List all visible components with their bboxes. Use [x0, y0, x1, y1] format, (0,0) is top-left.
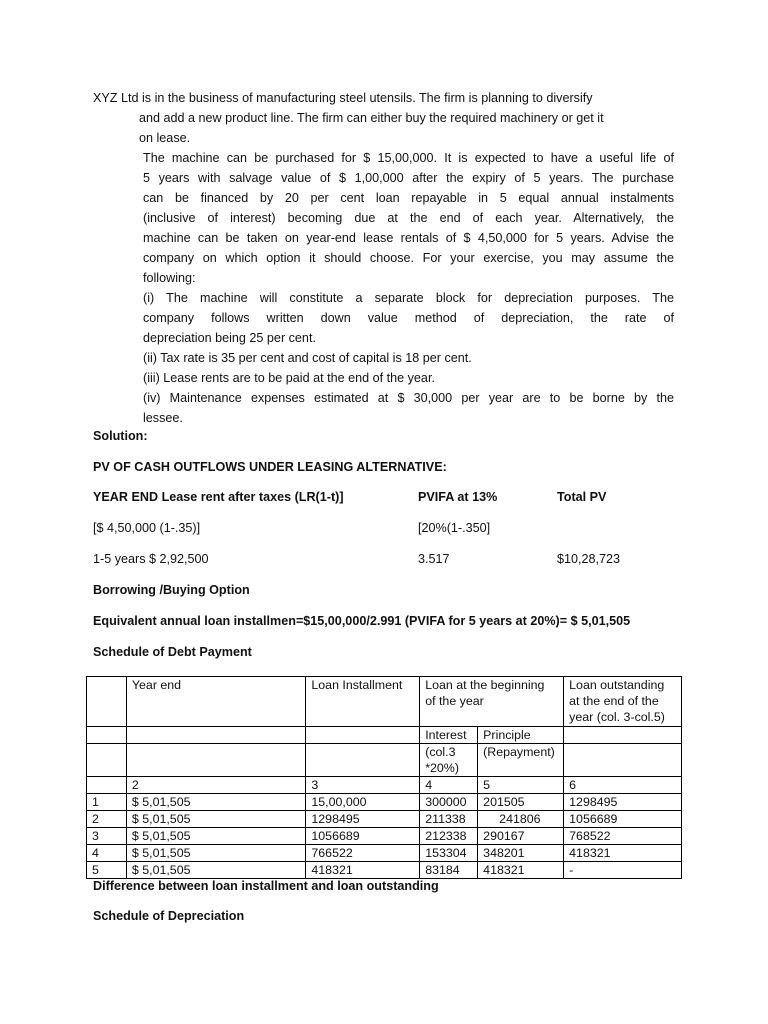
cell-principle: 5: [478, 777, 564, 794]
problem-detail-line-13: (iv) Maintenance expenses estimated at $ 30,000 per year are to be borne by the: [143, 391, 674, 405]
cell-year: 5: [87, 862, 127, 879]
problem-intro-line-3: on lease.: [139, 131, 191, 145]
cell-interest: 300000: [420, 794, 478, 811]
cell-year: 1: [87, 794, 127, 811]
cell-loan-beginning: 1056689: [306, 828, 420, 845]
cell-interest: 153304: [420, 845, 478, 862]
debt-schedule-heading: Schedule of Debt Payment: [93, 645, 252, 659]
problem-detail-line-6: company on which option it should choose. For your exercise, you may assume the: [143, 251, 674, 265]
lease-header-col1: YEAR END Lease rent after taxes (LR(1-t)]: [93, 490, 344, 504]
cell-loan-beginning: 3: [306, 777, 420, 794]
cell-interest: 83184: [420, 862, 478, 879]
col-head-interest-sub: (col.3 *20%): [420, 744, 478, 777]
problem-detail-line-14: lessee.: [143, 411, 183, 425]
cell-loan-beginning: 15,00,000: [306, 794, 420, 811]
cell-interest: 212338: [420, 828, 478, 845]
col-head-interest: Interest: [420, 727, 478, 744]
problem-intro-line-2: and add a new product line. The firm can either buy the required machinery or get it: [139, 111, 604, 125]
col-head-loan-beginning: Loan at the beginning of the year: [420, 677, 564, 727]
col-head-loan-outstanding: Loan outstanding at the end of the year (col. 3-col.5): [564, 677, 682, 727]
col-head-year-end: Year end: [126, 677, 305, 727]
col-head-principle-sub: (Repayment): [478, 744, 564, 777]
cell-outstanding: 1298495: [564, 794, 682, 811]
problem-detail-line-4: (inclusive of interest) becoming due at the end of each year. Alternatively, the: [143, 211, 674, 225]
cell-year: 2: [87, 811, 127, 828]
cell-year: [87, 777, 127, 794]
lease-header-col2: PVIFA at 13%: [418, 490, 498, 504]
equivalent-installment-line: Equivalent annual loan installmen=$15,00,000/2.991 (PVIFA for 5 years at 20%)= $ 5,01,505: [93, 614, 631, 628]
col-head-principle: Principle: [478, 727, 564, 744]
cell-outstanding: 6: [564, 777, 682, 794]
cell-interest: 4: [420, 777, 478, 794]
difference-note: Difference between loan installment and loan outstanding: [93, 879, 439, 893]
cell-principle: 290167: [478, 828, 564, 845]
table-row: [87, 845, 682, 862]
cell-loan-beginning: 1298495: [306, 811, 420, 828]
problem-detail-line-7: following:: [143, 271, 196, 285]
cell-interest: 211338: [420, 811, 478, 828]
cell-installment: $ 5,01,505: [126, 811, 305, 828]
depreciation-heading: Schedule of Depreciation: [93, 909, 245, 923]
problem-detail-line-2: 5 years with salvage value of $ 1,00,000 after the expiry of 5 years. The purchase: [143, 171, 674, 185]
cell-installment: $ 5,01,505: [126, 862, 305, 879]
cell-principle: 201505: [478, 794, 564, 811]
cell-year: 3: [87, 828, 127, 845]
lease-row1-col1: [$ 4,50,000 (1-.35)]: [93, 521, 201, 535]
cell-installment: 2: [126, 777, 305, 794]
lease-row2-col3: $10,28,723: [557, 552, 621, 566]
lease-header-col3: Total PV: [557, 490, 607, 504]
table-row: [87, 862, 682, 879]
cell-principle: 241806: [478, 811, 564, 828]
solution-heading: Solution:: [93, 429, 148, 443]
cell-installment: $ 5,01,505: [126, 794, 305, 811]
cell-outstanding: 768522: [564, 828, 682, 845]
table-row: [87, 794, 682, 811]
cell-outstanding: 1056689: [564, 811, 682, 828]
borrow-heading: Borrowing /Buying Option: [93, 583, 250, 597]
cell-outstanding: 418321: [564, 845, 682, 862]
cell-loan-beginning: 418321: [306, 862, 420, 879]
cell-loan-beginning: 766522: [306, 845, 420, 862]
problem-detail-line-9: company follows written down value method of depreciation, the rate of: [143, 311, 674, 325]
cell-installment: $ 5,01,505: [126, 845, 305, 862]
debt-schedule-table: [86, 676, 682, 879]
cell-year: 4: [87, 845, 127, 862]
pv-heading: PV OF CASH OUTFLOWS UNDER LEASING ALTERNATIVE:: [93, 460, 447, 474]
cell-outstanding: -: [564, 862, 682, 879]
cell-principle: 348201: [478, 845, 564, 862]
table-row: [87, 811, 682, 828]
column-number-row: [87, 777, 682, 794]
cell-installment: $ 5,01,505: [126, 828, 305, 845]
table-row: [87, 828, 682, 845]
problem-intro-line-1: XYZ Ltd is in the business of manufacturing steel utensils. The firm is planning to diversify: [93, 91, 593, 105]
col-head-loan-installment: Loan Installment: [306, 677, 420, 727]
problem-detail-line-8: (i) The machine will constitute a separate block for depreciation purposes. The: [143, 291, 674, 305]
problem-detail-line-12: (iii) Lease rents are to be paid at the end of the year.: [143, 371, 435, 385]
problem-detail-line-3: can be financed by 20 per cent loan repayable in 5 equal annual instalments: [143, 191, 674, 205]
lease-row2-col2: 3.517: [418, 552, 450, 566]
problem-detail-line-11: (ii) Tax rate is 35 per cent and cost of capital is 18 per cent.: [143, 351, 472, 365]
cell-principle: 418321: [478, 862, 564, 879]
problem-detail-line-1: The machine can be purchased for $ 15,00,000. It is expected to have a useful life of: [143, 151, 674, 165]
problem-detail-line-10: depreciation being 25 per cent.: [143, 331, 316, 345]
lease-row2-col1: 1-5 years $ 2,92,500: [93, 552, 209, 566]
problem-detail-line-5: machine can be taken on year-end lease rentals of $ 4,50,000 for 5 years. Advise the: [143, 231, 674, 245]
lease-row1-col2: [20%(1-.350]: [418, 521, 491, 535]
